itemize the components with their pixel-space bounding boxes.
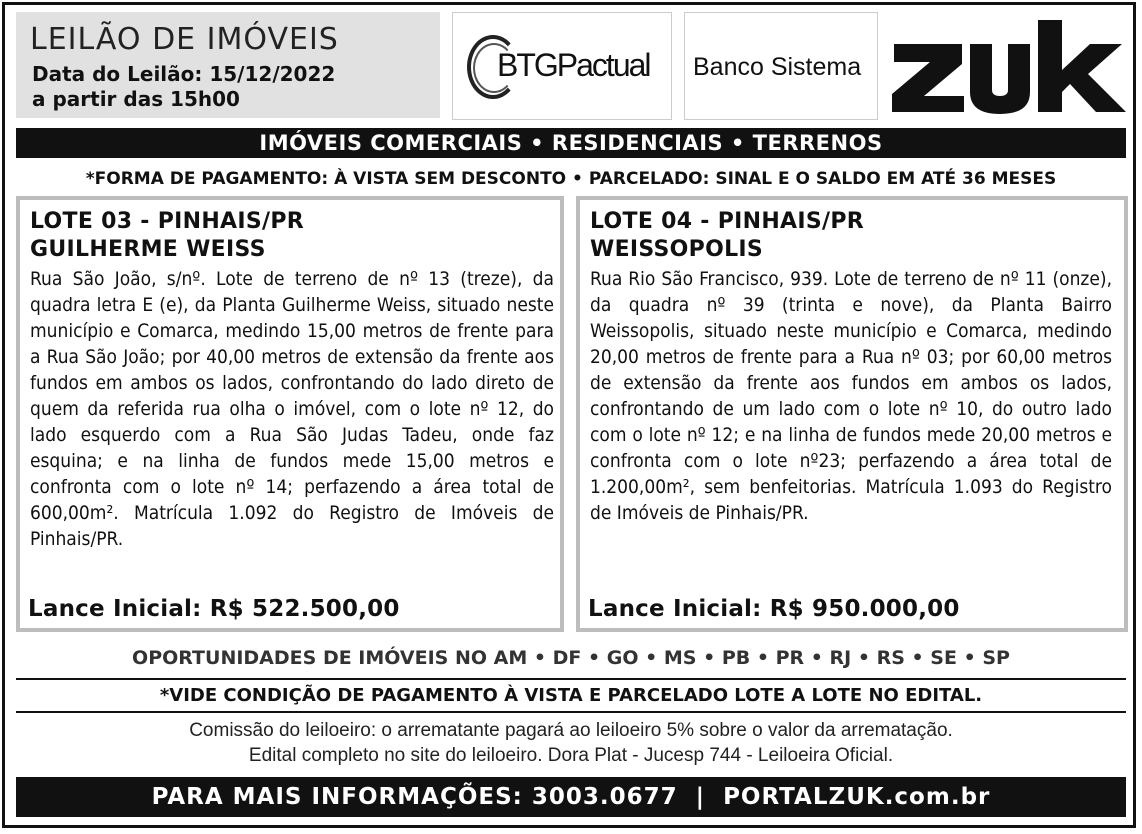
banco-sistema-logo [684,12,878,120]
opportunities-states: OPORTUNIDADES DE IMÓVEIS NO AM • DF • GO • MS • PB • PR • RJ • RS • SE • SP [132,647,1010,669]
contact-banner: PARA MAIS INFORMAÇÕES: 3003.0677 | PORTALZUK.com.br [16,777,1126,817]
header-panel [16,12,440,118]
lot-card [16,196,564,632]
lot-subtitle: GUILHERME WEISS [30,237,266,262]
payment-terms: *FORMA DE PAGAMENTO: À VISTA SEM DESCONTO • PARCELADO: SINAL E O SALDO EM ATÉ 36 MESES [85,169,1057,189]
btg-pactual-logo [452,12,672,120]
lot-title: LOTE 04 - PINHAIS/PR [590,209,864,234]
lot-card [576,196,1128,632]
lot-heading [590,208,864,264]
commission-info [16,718,1126,768]
banco-sistema-text: Banco Sistema [693,53,862,81]
auction-date [32,62,335,112]
commission-line: Comissão do leiloeiro: o arrematante pagará ao leiloeiro 5% sobre o valor da arrematação. [189,720,953,741]
page-title: LEILÃO DE IMÓVEIS [30,22,339,57]
auction-time-line: a partir das 15h00 [32,87,240,111]
lot-subtitle: WEISSOPOLIS [590,237,764,262]
lot-description: Rua Rio São Francisco, 939. Lote de terreno de nº 11 (onze), da quadra nº 39 (trinta e nove), da Planta Bairro Weissopolis, situado neste município e Comarca, medindo 20,00 metros de frente para a Rua nº 03; por 60,00 metros de extensão da frente aos fundos em ambos os lados, confrontando de um lado com o lote nº 10, do outro lado com o lote nº 12; e na linha de fundos mede 20,00 metros e confronta com o lote nº23; perfazendo a área total de 1.200,00m², sem benfeitorias. Matrícula 1.093 do Registro de Imóveis de Pinhais/PR. [590,268,1112,524]
payment-note: *VIDE CONDIÇÃO DE PAGAMENTO À VISTA E PARCELADO LOTE A LOTE NO EDITAL. [159,685,983,706]
edital-line: Edital completo no site do leiloeiro. Dora Plat - Jucesp 744 - Leiloeira Oficial. [248,745,894,766]
lot-heading [30,208,304,264]
property-categories-banner: IMÓVEIS COMERCIAIS • RESIDENCIAIS • TERRENOS [16,128,1126,158]
auction-date-line: Data do Leilão: 15/12/2022 [32,62,336,86]
lot-description: Rua São João, s/nº. Lote de terreno de nº 13 (treze), da quadra letra E (e), da Planta Guilherme Weiss, situado neste município e Comarca, medindo 15,00 metros de frente para a Rua São João; por 40,00 metros de extensão da frente aos fundos em ambos os lados, confrontando do lado direto de quem da referida rua olha o imóvel, com o lote nº 12, do lado esquerdo com a Rua São Judas Tadeu, onde faz esquina; e na linha de fundos mede 15,00 metros e confronta com o lote nº 14; perfazendo a área total de 600,00m². Matrícula 1.092 do Registro de Imóveis de Pinhais/PR. [30,268,554,550]
lot-initial-bid: Lance Inicial: R$ 950.000,00 [588,596,960,622]
lot-initial-bid: Lance Inicial: R$ 522.500,00 [28,596,400,622]
zuk-logo [890,8,1128,124]
lot-title: LOTE 03 - PINHAIS/PR [30,209,304,234]
btg-logo-text: BTGPactual [497,47,650,83]
divider [16,711,1126,713]
divider [16,678,1126,680]
